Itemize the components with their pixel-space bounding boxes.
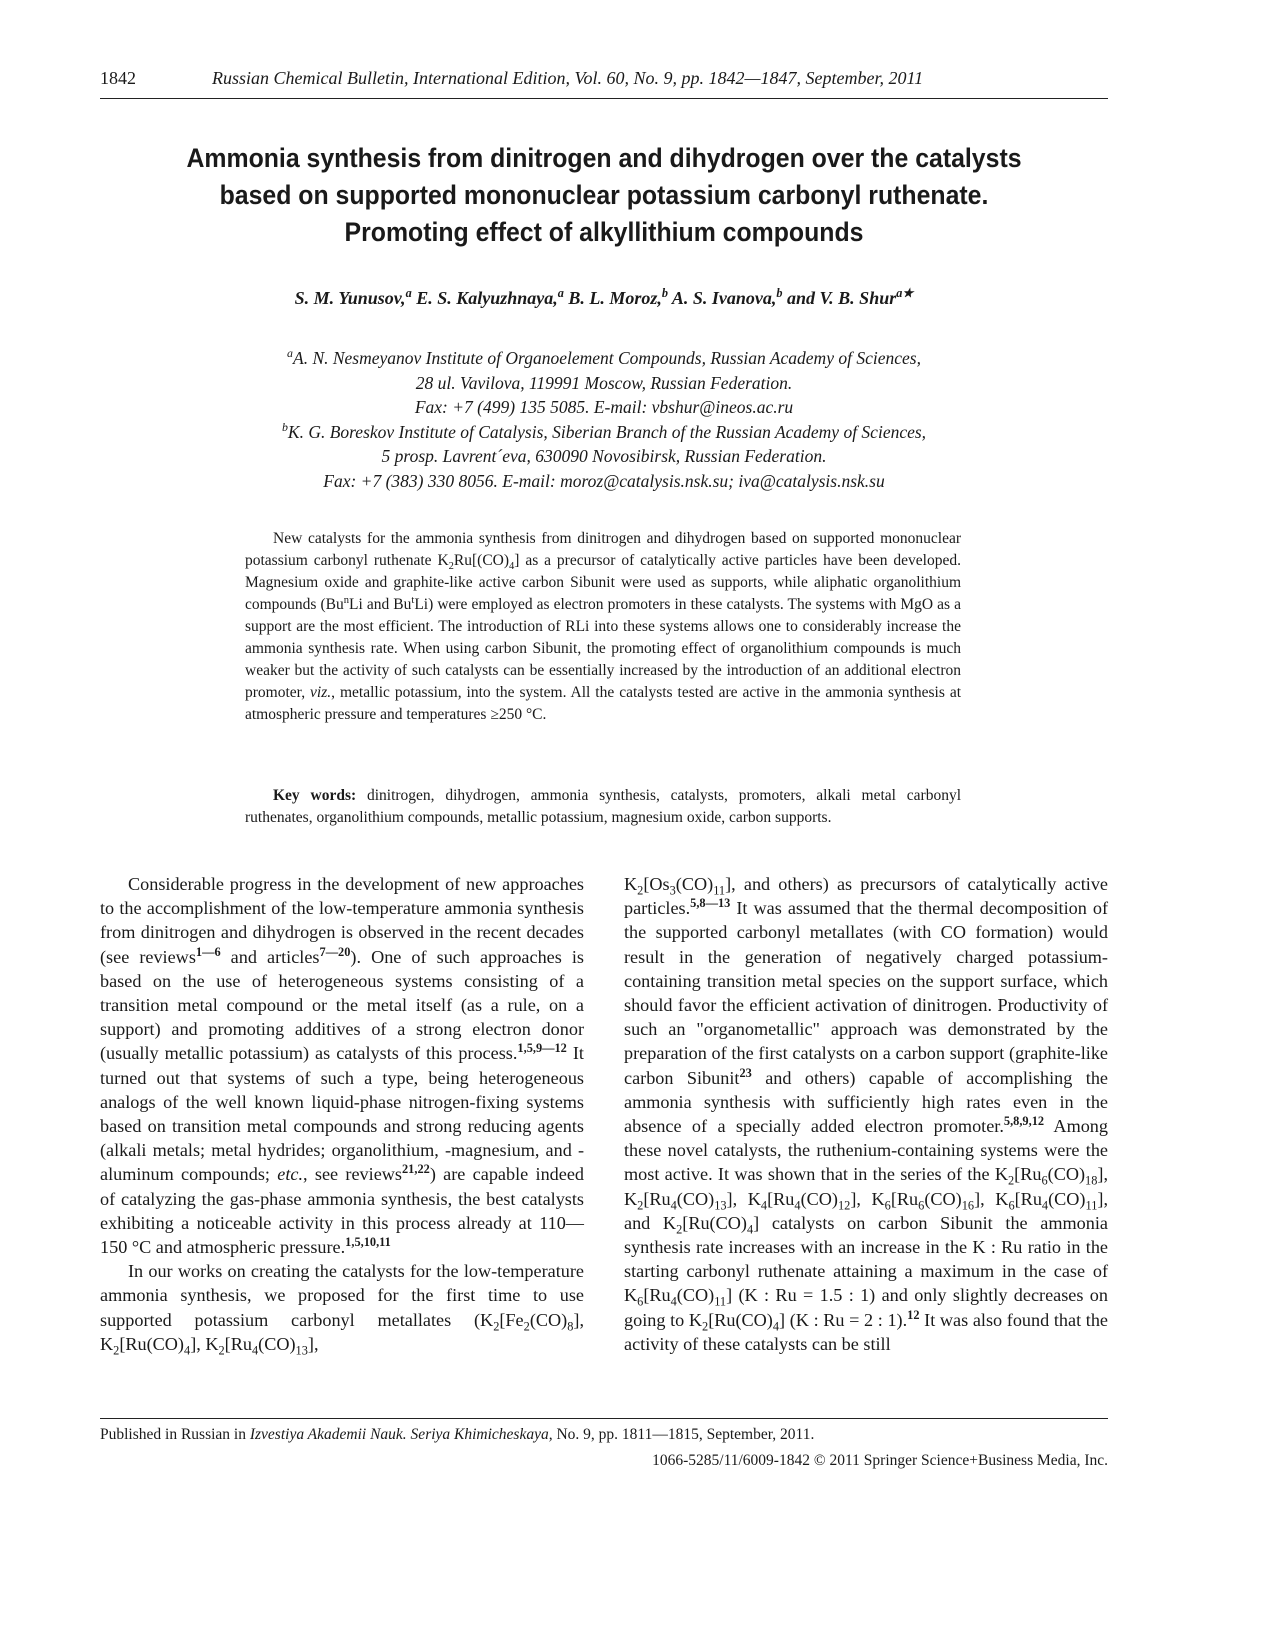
affiliation-line: 28 ul. Vavilova, 119991 Moscow, Russian Federation. — [415, 372, 793, 393]
paragraph: Considerable progress in the development of new approaches to the accomplishment of the low-temperature ammonia synthesis from dinitrogen and dihydrogen is observed in the recent decades (see reviews$^{1—6}$ and articles$^{7—20}$). One of such approaches is based on the use of heterogeneous systems consisting of a transition metal compound or the metal itself (as a rule, on a support) and promoting additives of a strong electron donor (usually metallic potassium) as catalysts of this process.$^{1,5,9—12}$ It turned out that systems of such a type, being heterogeneous analogs of the well known liquid-phase nitrogen-fixing systems based on transition metal compounds and strong reducing agents (alkali metals; metal hydrides; organolithium, -magnesium, and -aluminum compounds; etc., see reviews$^{21,22}$) are capable indeed of catalyzing the gas-phase ammonia synthesis, the best catalysts exhibiting a noticeable activity in this process already at 110—150 °C and atmospheric pressure.$^{1,5,10,11}$ — [100, 874, 585, 1258]
keywords-label: Key words: — [273, 787, 357, 804]
author: S. M. Yunusov, — [294, 288, 406, 308]
affiliation-line: Fax: +7 (383) 330 8056. E-mail: moroz@catalysis.nsk.su; iva@catalysis.nsk.su — [323, 470, 885, 491]
keywords-text: dinitrogen, dihydrogen, ammonia synthesis, catalysts, promoters, alkali metal carbonyl ruthenates, organolithium compounds, metallic potassium, magnesium oxide, carbon supports. — [245, 787, 961, 826]
page-number: 1842 — [100, 68, 136, 88]
author: and V. B. Shur — [786, 288, 897, 308]
article-title — [140, 140, 1067, 251]
abstract — [245, 528, 961, 726]
copyright-line: 1066-5285/11/6009-1842 © 2011 Springer Science+Business Media, Inc. — [652, 1452, 1108, 1469]
body-column-right — [624, 872, 1108, 1356]
affiliation-line: Fax: +7 (499) 135 5085. E-mail: vbshur@ineos.ac.ru — [414, 397, 794, 417]
affiliation-a: $^a$A. N. Nesmeyanov Institute of Organoelement Compounds, Russian Academy of Sciences, — [287, 346, 921, 368]
affiliation-b: $^b$K. G. Boreskov Institute of Catalysis, Siberian Branch of the Russian Academy of Sciences, — [281, 419, 927, 442]
title-line: Ammonia synthesis from dinitrogen and dihydrogen over the catalysts — [186, 143, 1022, 173]
title-line: Promoting effect of alkyllithium compounds — [344, 217, 864, 247]
affiliations — [100, 346, 1108, 493]
paragraph: $K_2[Os_3(CO)_{11}]$, and others) as precursors of catalytically active particles.$^{5,8—13}$ It was assumed that the thermal decomposition of the supported carbonyl metallates (with CO formation) would result in the generation of negatively charged potassium-containing transition metal species on the support surface, which should favor the efficient activation of dinitrogen. Productivity of such an "organometallic" approach was demonstrated by the preparation of the first catalysts on a carbon support (graphite-like carbon Sibunit$^{23}$ and others) capable of accomplishing the ammonia synthesis with sufficiently high rates even in the absence of a specially added electron promoter.$^{5,8,9,12}$ Among these novel catalysts, the ruthenium-containing systems were the most active. It was shown that in the series of the $K_2[Ru_6(CO)_{18}]$, $K_2[Ru_4(CO)_{13}]$, $K_4[Ru_4(CO)_{12}]$, $K_6[Ru_6(CO)_{16}]$, $K_6[Ru_4(CO)_{11}]$, and $K_2[Ru(CO)_4]$ catalysts on carbon Sibunit the ammonia synthesis rate increases with an increase in the K : Ru ratio in the starting carbonyl ruthenate attaining a maximum in the case of $K_6[Ru_4(CO)_{11}]$ (K : Ru = 1.5 : 1) and only slightly decreases on going to $K_2[Ru(CO)_4]$ (K : Ru = 2 : 1).$^{12}$ It was also found that the activity of these catalysts can be still — [624, 874, 1108, 1354]
footnote-divider — [100, 1418, 1108, 1419]
affiliation-line: 5 prosp. Lavrent´eva, 630090 Novosibirsk, Russian Federation. — [381, 446, 827, 466]
running-header — [100, 68, 1108, 99]
abstract-text: New catalysts for the ammonia synthesis from dinitrogen and dihydrogen based on supported mononuclear potassium carbonyl ruthenate $K_2Ru[(CO)_4]$ as a precursor of catalytically active particles have been developed. Magnesium oxide and graphite-like active carbon Sibunit were used as supports, while aliphatic organolithium compounds (Bu$^n$Li and Bu$^t$Li) were employed as electron promoters in these catalysts. The systems with MgO as a support are the most efficient. The introduction of RLi into these systems allows one to considerably increase the ammonia synthesis rate. When using carbon Sibunit, the promoting effect of organolithium compounds is much weaker but the activity of such catalysts can be essentially increased by the introduction of an additional electron promoter, viz., metallic potassium, into the system. All the catalysts tested are active in the ammonia synthesis at atmospheric pressure and temperatures ≥250 °C. — [245, 530, 962, 723]
author: A. S. Ivanova, — [671, 288, 777, 308]
author: E. S. Kalyuzhnaya, — [416, 288, 558, 308]
author: B. L. Moroz, — [568, 288, 662, 308]
keywords — [245, 785, 961, 828]
paragraph: In our works on creating the catalysts for the low-temperature ammonia synthesis, we proposed for the first time to use supported potassium carbonyl metallates ($K_2[Fe_2(CO)_8]$, $K_2[Ru(CO)_4]$, $K_2[Ru_4(CO)_{13}]$, — [100, 1261, 584, 1358]
publication-note: Published in Russian in Izvestiya Akademii Nauk. Seriya Khimicheskaya, No. 9, pp. 1811—1815, September, 2011. — [100, 1426, 815, 1443]
body-column-left — [100, 872, 584, 1356]
journal-citation: Russian Chemical Bulletin, International Edition, Vol. 60, No. 9, pp. 1842—1847, September, 2011 — [212, 68, 924, 88]
author-list: S. M. Yunusov,$^a$ E. S. Kalyuzhnaya,$^a$ B. L. Moroz,$^b$ A. S. Ivanova,$^b$ and V. B. Shur$^{a★}$ — [294, 286, 914, 308]
title-line: based on supported mononuclear potassium carbonyl ruthenate. — [219, 180, 989, 210]
